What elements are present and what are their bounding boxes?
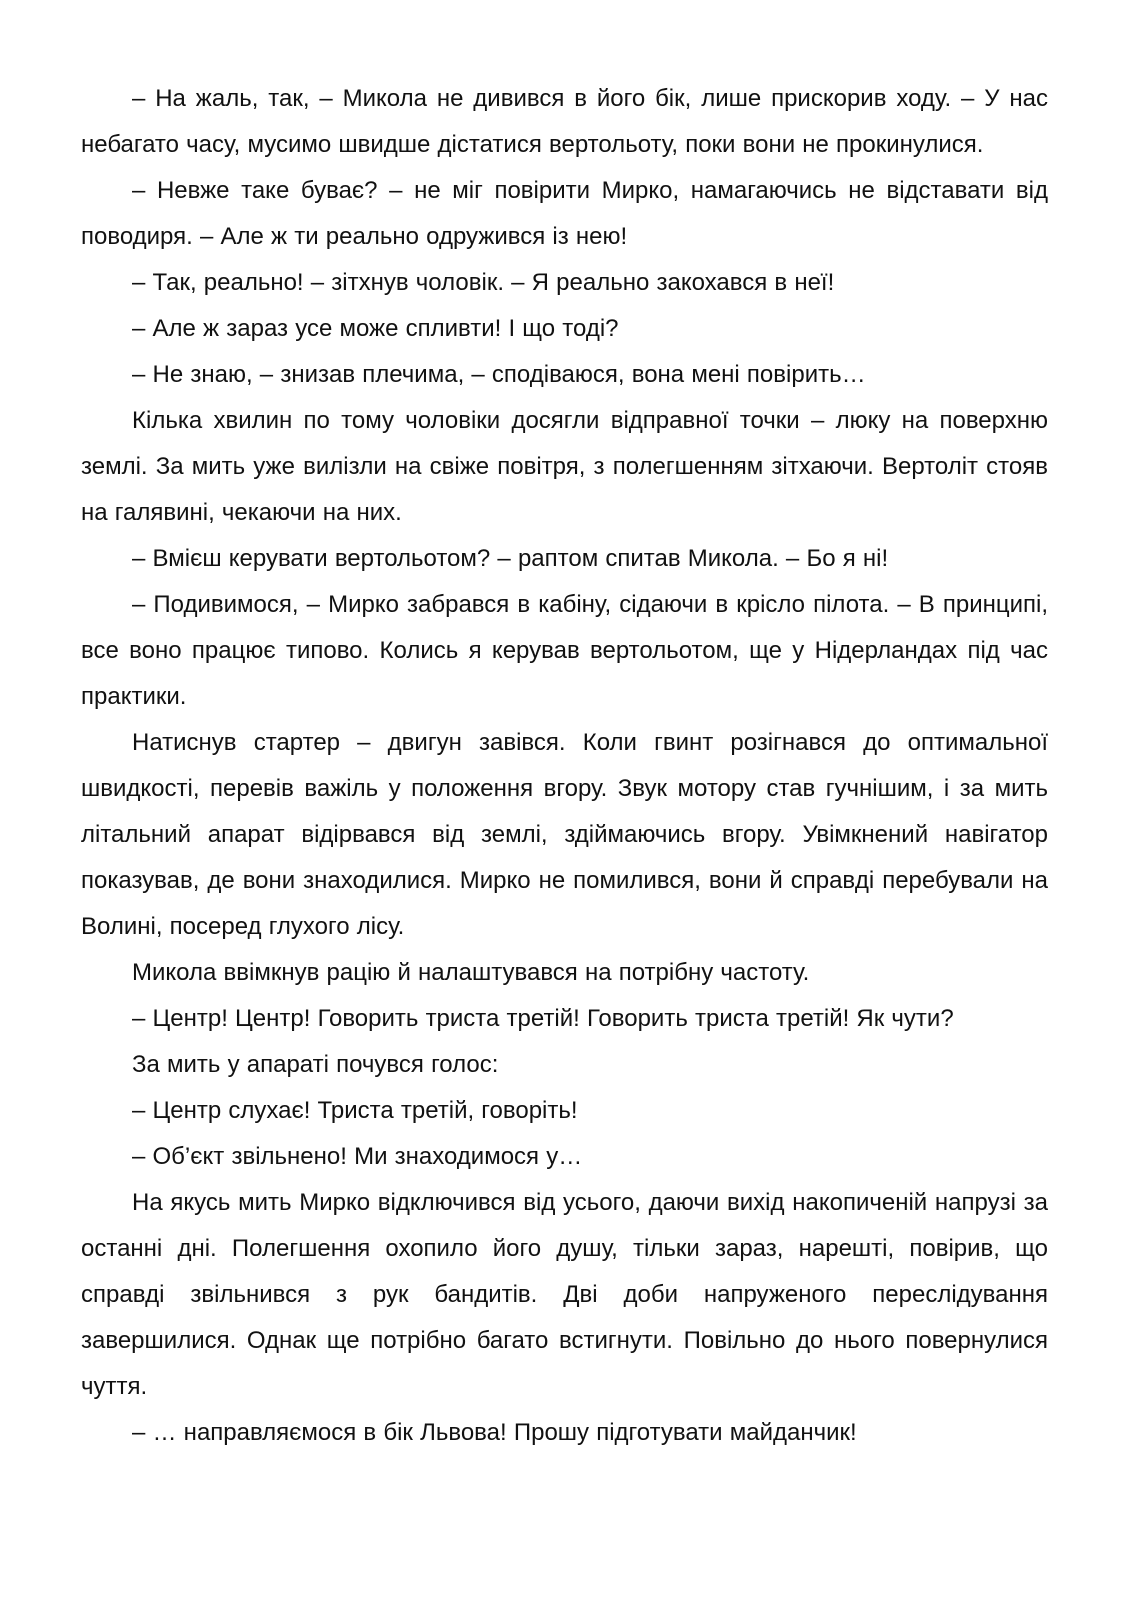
paragraph-6: Кілька хвилин по тому чоловіки досягли відправної точки – люку на поверхню землі. За мить уже вилізли на свіже повітря, з полегшенням зітхаючи. Вертоліт стояв на галявині, чекаючи на них. [81,407,1048,526]
paragraph-13: – Центр слухає! Триста третій, говоріть! [132,1097,578,1124]
paragraph-11: – Центр! Центр! Говорить триста третій! Говорить триста третій! Як чути? [132,1005,954,1032]
paragraph-14: – Об’єкт звільнено! Ми знаходимося у… [132,1143,583,1170]
paragraph-16: – … направляємося в бік Львова! Прошу підготувати майданчик! [132,1419,857,1446]
document-page [81,76,1048,1456]
paragraph-7: – Вмієш керувати вертольотом? – раптом спитав Микола. – Бо я ні! [132,545,889,572]
paragraph-15: На якусь мить Мирко відключився від усього, даючи вихід накопиченій напрузі за останні дні. Полегшення охопило його душу, тільки зараз, нарешті, повірив, що справді звільнився з рук бандитів. Дві доби напруженого переслідування завершилися. Однак ще потрібно багато встигнути. Повільно до нього повернулися чуття. [81,1189,1048,1400]
paragraph-9: Натиснув стартер – двигун завівся. Коли гвинт розігнався до оптимальної швидкості, перевів важіль у положення вгору. Звук мотору став гучнішим, і за мить літальний апарат відірвався від землі, здіймаючись вгору. Увімкнений навігатор показував, де вони знаходилися. Мирко не помилився, вони й справді перебували на Волині, посеред глухого лісу. [81,729,1048,940]
paragraph-3: – Так, реально! – зітхнув чоловік. – Я реально закохався в неї! [132,269,835,296]
paragraph-2: – Невже таке буває? – не міг повірити Мирко, намагаючись не відставати від поводиря. – Але ж ти реально одружився із нею! [81,177,1048,250]
paragraph-4: – Але ж зараз усе може спливти! І що тоді? [132,315,619,342]
paragraph-12: За мить у апараті почувся голос: [132,1051,499,1078]
paragraph-5: – Не знаю, – знизав плечима, – сподіваюся, вона мені повірить… [132,361,866,388]
paragraph-1: – На жаль, так, – Микола не дивився в його бік, лише прискорив ходу. – У нас небагато часу, мусимо швидше дістатися вертольоту, поки вони не прокинулися. [81,85,1048,158]
paragraph-8: – Подивимося, – Мирко забрався в кабіну, сідаючи в крісло пілота. – В принципі, все воно працює типово. Колись я керував вертольотом, ще у Нідерландах під час практики. [81,591,1048,710]
paragraph-10: Микола ввімкнув рацію й налаштувався на потрібну частоту. [132,959,810,986]
